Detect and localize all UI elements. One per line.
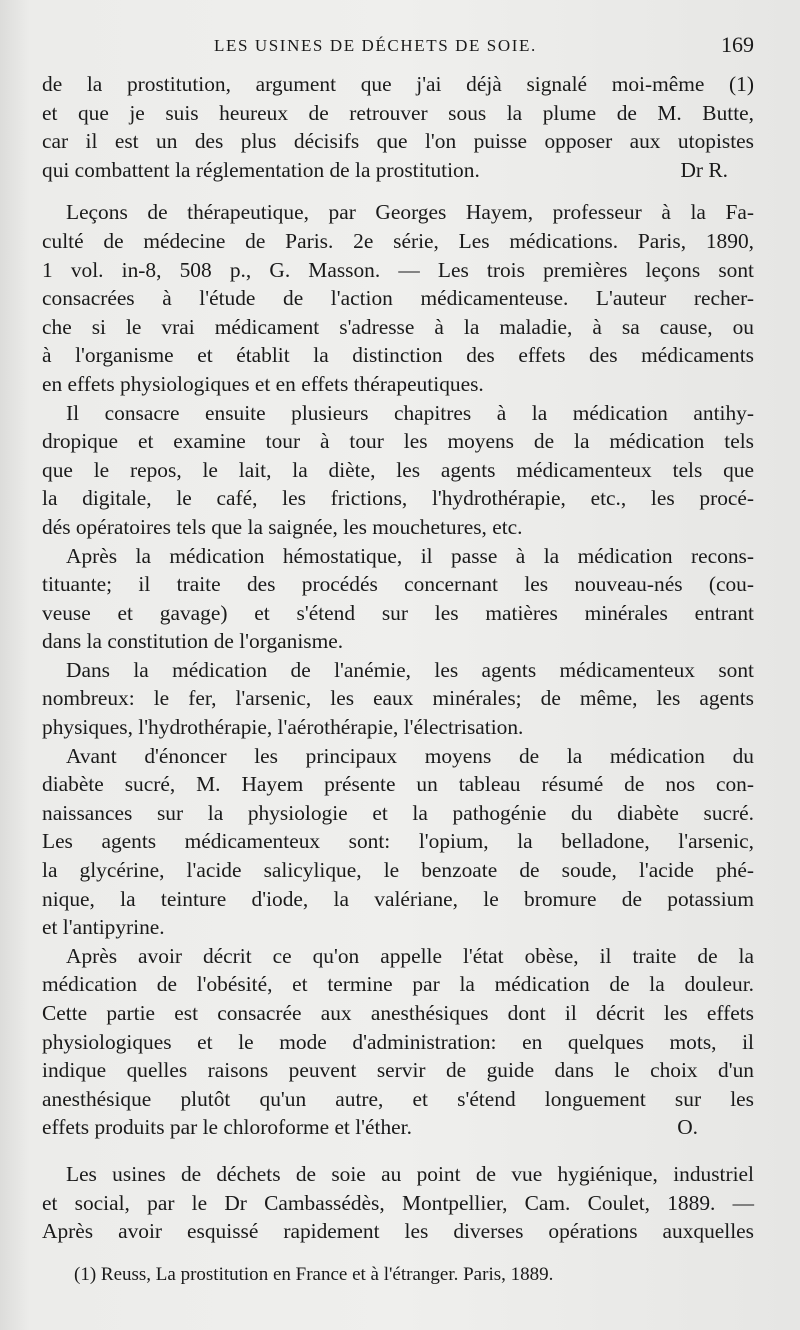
text-line: diabète sucré, M. Hayem présente un tableau résumé de nos con- — [42, 772, 754, 797]
text-line: tituante; il traite des procédés concernant les nouveau-nés (cou- — [42, 572, 754, 597]
text-line-content: effets produits par le chloroforme et l'éther. — [42, 1115, 412, 1140]
text-line: culté de médecine de Paris. 2e série, Les médications. Paris, 1890, — [42, 228, 754, 253]
text-line — [42, 1113, 754, 1142]
text-line: naissances sur la physiologie et la pathogénie du diabète sucré. — [42, 800, 754, 825]
text-line: et que je suis heureux de retrouver sous la plume de M. Butte, — [42, 100, 754, 125]
text-line: et l'antipyrine. — [42, 915, 165, 940]
body-text — [42, 70, 754, 1246]
text-line: car il est un des plus décisifs que l'on puisse opposer aux utopistes — [42, 129, 754, 154]
text-line: à l'organisme et établit la distinction des effets des médicaments — [42, 343, 754, 368]
running-header — [44, 32, 760, 62]
text-line: physiologiques et le mode d'administration: en quelques mots, il — [42, 1029, 754, 1054]
text-line: Avant d'énoncer les principaux moyens de la médication du — [66, 743, 754, 768]
text-line: et social, par le Dr Cambassédès, Montpellier, Cam. Coulet, 1889. — — [42, 1190, 754, 1215]
text-line: nique, la teinture d'iode, la valériane, le bromure de potassium — [42, 886, 754, 911]
footnote: (1) Reuss, La prostitution en France et à l'étranger. Paris, 1889. — [74, 1264, 554, 1285]
text-line: Après avoir esquissé rapidement les diverses opérations auxquelles — [42, 1219, 754, 1244]
text-line: dans la constitution de l'organisme. — [42, 629, 344, 654]
text-line: Après la médication hémostatique, il passe à la médication recons- — [66, 543, 754, 568]
text-line: en effets physiologiques et en effets thérapeutiques. — [42, 371, 484, 396]
text-line: la digitale, le café, les frictions, l'hydrothérapie, etc., les procé- — [42, 486, 754, 511]
text-line: Les agents médicamenteux sont: l'opium, la belladone, l'arsenic, — [42, 829, 754, 854]
text-line: indique quelles raisons peuvent servir de guide dans le choix d'un — [42, 1058, 754, 1083]
text-line: que le repos, le lait, la diète, les agents médicamenteux tels que — [42, 457, 754, 482]
page-number: 169 — [721, 32, 754, 57]
text-line: Après avoir décrit ce qu'on appelle l'état obèse, il traite de la — [66, 943, 754, 968]
text-line-content: qui combattent la réglementation de la prostitution. — [42, 157, 480, 182]
text-line: médication de l'obésité, et termine par la médication de la douleur. — [42, 972, 754, 997]
text-line: consacrées à l'étude de l'action médicamenteuse. L'auteur recher- — [42, 286, 754, 311]
text-line: physiques, l'hydrothérapie, l'aérothérapie, l'électrisation. — [42, 715, 524, 740]
text-line: de la prostitution, argument que j'ai déjà signalé moi-même (1) — [42, 72, 754, 96]
text-line: anesthésique plutôt qu'un autre, et s'étend longuement sur les — [42, 1086, 754, 1111]
text-line: Dans la médication de l'anémie, les agents médicamenteux sont — [66, 657, 754, 682]
text-line: 1 vol. in-8, 508 p., G. Masson. — Les trois premières leçons sont — [42, 257, 754, 282]
text-line: dés opératoires tels que la saignée, les mouchetures, etc. — [42, 514, 523, 539]
text-line: Leçons de thérapeutique, par Georges Hayem, professeur à la Fa- — [66, 200, 754, 225]
signature-dr-r: Dr R. — [680, 157, 728, 182]
running-title: LES USINES DE DÉCHETS DE SOIE. — [214, 36, 537, 55]
text-line: la glycérine, l'acide salicylique, le benzoate de soude, l'acide phé- — [42, 858, 754, 883]
text-line: veuse et gavage) et s'étend sur les matières minérales entrant — [42, 600, 754, 625]
text-line: nombreux: le fer, l'arsenic, les eaux minérales; de même, les agents — [42, 686, 754, 711]
signature-o: O. — [677, 1115, 698, 1140]
text-line: Il consacre ensuite plusieurs chapitres à la médication antihy- — [66, 400, 754, 425]
text-line: che si le vrai médicament s'adresse à la maladie, à sa cause, ou — [42, 314, 754, 339]
text-line: Cette partie est consacrée aux anesthésiques dont il décrit les effets — [42, 1001, 754, 1025]
text-line — [42, 156, 754, 185]
text-line: dropique et examine tour à tour les moyens de la médication tels — [42, 429, 754, 454]
text-line: Les usines de déchets de soie au point de vue hygiénique, industriel — [66, 1161, 754, 1186]
